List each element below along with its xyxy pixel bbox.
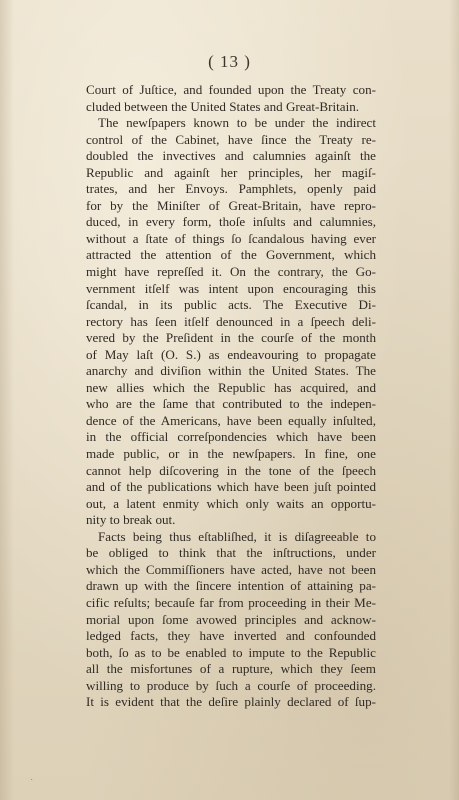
- paragraph-2: [86, 115, 376, 529]
- margin-mark: .: [29, 771, 34, 784]
- text-line: cannot help diſcovering in the tone of the ſpeech: [86, 462, 376, 478]
- text-line: Republic and againſt her principles, her magiſ-: [86, 164, 376, 180]
- text-line: willing to produce by ſuch a courſe of proceeding.: [86, 677, 376, 693]
- text-line: morial upon ſome avowed principles and acknow-: [86, 611, 376, 627]
- text-line: who are the ſame that contributed to the indepen-: [86, 396, 376, 412]
- text-line: out, a latent enmity which only waits an opportu-: [86, 495, 376, 511]
- text-line: for by the Miniſter of Great-Britain, have repro-: [86, 197, 376, 213]
- text-line: dence of the Americans, have been equally inſulted,: [86, 412, 376, 428]
- text-line: both, ſo as to be enabled to impute to the Republic: [86, 644, 376, 660]
- text-line: be obliged to think that the inſtructions, under: [86, 545, 376, 561]
- text-line: might have repreſſed it. On the contrary, the Go-: [86, 264, 376, 280]
- text-line: duced, in every form, thoſe inſults and calumnies,: [86, 214, 376, 230]
- text-line: ſcandal, in its public acts. The Executive Di-: [86, 297, 376, 313]
- text-line: vered by the Preſident in the courſe of the month: [86, 330, 376, 346]
- text-line: The newſpapers known to be under the indirect: [98, 115, 376, 131]
- text-line: anarchy and diviſion within the United States. The: [86, 363, 376, 379]
- text-line: of May laſt (O. S.) as endeavouring to propagate: [86, 346, 376, 362]
- text-line: control of the Cabinet, have ſince the Treaty re-: [86, 131, 376, 147]
- text-line: Court of Juſtice, and founded upon the Treaty con-: [86, 82, 376, 97]
- text-line: drawn up with the ſincere intention of attaining pa-: [86, 578, 376, 594]
- text-line: cific reſults; becauſe far from proceeding in their Me-: [86, 594, 376, 610]
- page-number: ( 13 ): [208, 52, 251, 71]
- text-line: all the misfortunes of a rupture, which they ſeem: [86, 661, 376, 677]
- text-line: new allies which the Republic has acquired, and: [86, 379, 376, 395]
- body-text: [86, 82, 376, 711]
- text-line: trates, and her Envoys. Pamphlets, openly paid: [86, 181, 376, 197]
- paragraph-1: [86, 82, 376, 115]
- text-line: and of the publications which have been juſt pointed: [86, 479, 376, 495]
- text-line: cluded between the United States and Great-Britain.: [86, 98, 360, 114]
- text-line: without a ſtate of things ſo ſcandalous having ever: [86, 230, 376, 246]
- text-line: in the official correſpondencies which have been: [86, 429, 376, 445]
- text-line: attracted the attention of the Government, which: [86, 247, 376, 263]
- text-line: which the Commiſſioners have acted, have not been: [86, 561, 376, 577]
- text-line: It is evident that the deſire plainly declared of ſup-: [86, 694, 376, 710]
- text-line: made public, or in the newſpapers. In fine, one: [86, 446, 376, 462]
- paragraph-3: [86, 529, 376, 711]
- text-line: doubled the invectives and calumnies againſt the: [86, 148, 376, 164]
- text-line: nity to break out.: [86, 512, 176, 528]
- text-line: vernment itſelf was intent upon encouraging this: [86, 280, 376, 296]
- text-line: Facts being thus eſtabliſhed, it is diſagreeable to: [98, 528, 376, 544]
- text-line: ledged facts, they have inverted and confounded: [86, 628, 376, 644]
- text-line: rectory has ſeen itſelf denounced in a ſpeech deli-: [86, 313, 376, 329]
